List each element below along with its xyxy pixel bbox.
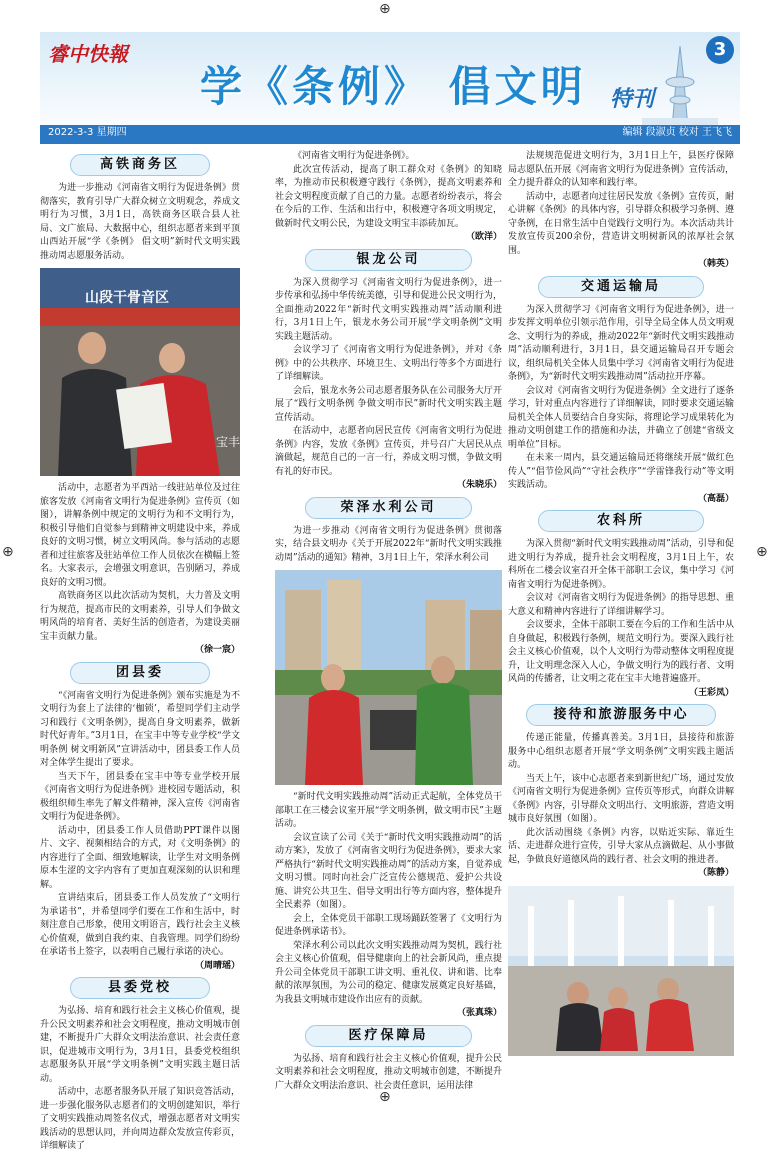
paragraph: 为弘扬、培育和践行社会主义核心价值观，提升公民文明素养和社会文明程度，推动文明城市创建，不断提升广大群众文明法治意识、社会责任意识，运用法律 [275, 1053, 502, 1091]
author: （朱晓乐） [456, 480, 502, 490]
paragraph: “《河南省文明行为促进条例》颁布实施是为不文明行为套上了法律的‘枷锁’，希望同学们主动学习和践行《文明条例》，提高自身文明素养，做新时代好青年。”3月1日，在宝丰中等专业学校“学文明条例 树文明新风”宣讲活动中，团县委工作人员对全体学生提出了要求。 [40, 690, 240, 768]
photo-rongze-volunteers [275, 570, 502, 785]
paragraph: 活动中，团县委工作人员借助PPT课件以图片、文字、视频相结合的方式，对《文明条例》的内容进行了全面、细致地解读，让学生对文明条例原本生涩的文字内容有了更加直观深刻的认识和理解。 [40, 825, 240, 890]
author: （欧洋） [465, 232, 502, 242]
paragraph: 会上，全体党员干部职工现场踊跃签署了《文明行为促进条例承诺书》。 [275, 913, 502, 937]
section-header-tuanxianwei: 团县委 [70, 662, 210, 684]
paragraph: 在未来一周内，县交通运输局还将继续开展“做红色传人”“倡节俭风尚”“守社会秩序”“学雷锋我行动”等文明实践活动。 [508, 453, 734, 490]
paragraph: 高铁商务区以此次活动为契机，大力普及文明行为规范，提高市民的文明素养，引导人们争做文明风尚的培育者、美好生活的创造者，为建设美丽宝丰贡献力量。 [40, 591, 240, 642]
section-header-dangxiao: 县委党校 [70, 977, 210, 999]
photo-station-sign: 山段干骨音区 [85, 290, 169, 306]
paragraph: 为进一步推动《河南省文明行为促进条例》贯彻落实，结合县文明办《关于开展2022年“新时代文明实践推动周”活动的通知》精神，3月1日上午，荣泽水利公司 [275, 525, 502, 563]
photo-square-volunteers [508, 886, 734, 1056]
paragraph: 为深入贯彻学习《河南省文明行为促进条例》，进一步传承和弘扬中华传统美德，引导和促进公民文明行为，全面推动2022年“新时代文明实践推动周”活动顺利进行，3月1日上午，银龙水务公司开展“学文明条例”文明实践主题活动。 [275, 277, 502, 342]
photo-watermark: 宝丰 [216, 435, 241, 449]
column-left [40, 150, 240, 1154]
paragraph: 传递正能量，传播真善美。3月1日，县接待和旅游服务中心组织志愿者开展“学文明条例”文明实践主题活动。 [508, 733, 734, 770]
page-number-badge: 3 [706, 36, 734, 64]
special-edition-label: 特刊 [610, 86, 655, 112]
section-header-jiaotong: 交通运输局 [538, 276, 704, 298]
paragraph: 为深入贯彻“新时代文明实践推动周”活动，引导和促进文明行为养成，提升社会文明程度，3月1日上午，农科所在二楼会议室召开全体干部职工会议，集中学习《河南省文明行为促进条例》。 [508, 539, 734, 590]
paragraph: 活动中，志愿者向过往居民发放《条例》宣传页，耐心讲解《条例》的具体内容，引导群众积极学习条例、遵守条例，在日常生活中自觉践行文明行为。本次活动共计发放宣传页200余份，营造讲文明树新风的浓厚社会氛围。 [508, 191, 734, 256]
paragraph: 会议要求，全体干部职工要在今后的工作和生活中从自身做起，积极践行条例，规范文明行为。要深入践行社会主义核心价值观，以个人文明行为带动整体文明程度提升，让文明理念深入人心，争做文明行为的践行者、文明风尚的传播者，让文明之花在宝丰大地普遍盛开。 [508, 620, 734, 684]
paragraph: 《河南省文明行为促进条例》。 [293, 151, 415, 161]
date-bar [40, 125, 740, 141]
paragraph: 此次活动围绕《条例》内容，以贴近实际、靠近生活、走进群众进行宣传，引导大家从点滴做起、从小事做起，争做良好道德风尚的践行者、社会文明的推进者。 [508, 827, 734, 865]
paragraph: 会后，银龙水务公司志愿者服务队在公司服务大厅开展了“践行文明条例 争做文明市民”新时代文明实践主题宣传活动。 [275, 385, 502, 423]
paragraph: 会议宣读了公司《关于“新时代文明实践推动周”的活动方案》，发放了《河南省文明行为促进条例》，要求大家严格执行“新时代文明实践推动周”的活动方案，自觉养成文明习惯。同时向社会广泛宣传公德规范、爱护公共设施、讲究公共卫生、倡导文明出行等方面内容，整体提升全民素养（如图）。 [275, 832, 502, 910]
registration-mark-left: ⊕ [2, 544, 14, 560]
section-header-yinlong: 银龙公司 [305, 249, 472, 271]
section-header-gaotie: 高铁商务区 [70, 154, 210, 176]
paragraph: 此次宣传活动，提高了职工群众对《条例》的知晓率，为推动市民积极遵守践行《条例》，提高文明素养和社会文明程度贡献了自己的力量。志愿者纷纷表示，将会在今后的工作、生活和出行中，积极遵守各项文明规定，做新时代文明公民，为建设文明宝丰添砖加瓦。 [275, 164, 502, 229]
paragraph: “新时代文明实践推动周”活动正式起航，全体党员干部职工在三楼会议室开展“学文明条例，做文明市民”主题活动。 [275, 792, 502, 829]
masthead [40, 32, 740, 144]
paragraph: 当天下午，团县委在宝丰中等专业学校开展《河南省文明行为促进条例》进校园专题活动，积极组织师生率先了解文件精神，深入宣传《河南省文明行为促进条例》。 [40, 771, 240, 822]
section-header-nongkesuo: 农科所 [538, 510, 704, 532]
section-header-rongze: 荣泽水利公司 [305, 497, 472, 519]
registration-mark-right: ⊕ [756, 544, 768, 560]
paragraph: 会议对《河南省文明行为促进条例》全文进行了逐条学习，针对重点内容进行了详细解读，同时要求交通运输局机关全体人员要结合自身实际，将理论学习成果转化为推动文明创建工作的措施和办法，并确立了创建“省级文明单位”目标。 [508, 385, 734, 450]
page-title: 学《条例》 倡文明 [200, 62, 587, 111]
paragraph: 为进一步推动《河南省文明行为促进条例》贯彻落实，教育引导广大群众树立文明观念，养成文明行为习惯，3月1日，高铁商务区联合县人社局、文广旅局、大数据中心，组织志愿者来到平顶山西站开展“学《条例》 倡文明”新时代文明实践推动周志愿服务活动。 [40, 183, 240, 261]
author: （王彩凤） [688, 687, 734, 698]
paragraph: 为深入贯彻学习《河南省文明行为促进条例》，进一步发挥文明单位引领示范作用，引导全局全体人员文明观念、文明行为的养成，推动2022年“新时代文明实践推动周”活动顺利进行，3月1日，县交通运输局召开专题会议，组织局机关全体人员集中学习《河南省文明行为促进条例》，为“新时代文明实践推动周”活动拉开序幕。 [508, 304, 734, 382]
paragraph: 会议学习了《河南省文明行为促进条例》，并对《条例》中的公共秩序、环境卫生、文明出行等多个方面进行了详细解读。 [275, 345, 502, 382]
paragraph: 宣讲结束后，团县委工作人员发放了“文明行为承诺书”，并希望同学们要在工作和生活中，时刻注意自己形象，使用文明语言，践行社会主义核心价值观，做到自我约束、自我管理。同学们纷纷在承诺书上签字，以表明自己履行承诺的决心。 [40, 893, 240, 957]
paragraph: 当天上午，该中心志愿者来到新世纪广场，通过发放《河南省文明行为促进条例》宣传页等形式，向群众讲解《条例》内容，引导群众文明出行、文明旅游，营造文明城市良好氛围（如图）。 [508, 773, 734, 824]
paragraph: 为弘扬、培育和践行社会主义核心价值观，提升公民文明素养和社会文明程度，推动文明城市创建，不断提升广大群众文明法治意识、社会责任意识，促进城市文明行为，3月1日，县委党校组织志愿服务队开展“学文明条例”文明实践主题日活动。 [40, 1006, 240, 1084]
paragraph: 在活动中，志愿者向居民宣传《河南省文明行为促进条例》内容，发放《条例》宣传页，并号召广大居民从点滴做起，规范自己的一言一行，养成文明习惯，争做文明有礼的好市民。 [275, 426, 502, 477]
author: （韩英） [697, 259, 734, 269]
author: （周晴瑶） [194, 960, 240, 971]
author: （张真珠） [456, 1008, 502, 1018]
registration-mark-top: ⊕ [379, 1, 391, 17]
paragraph: 会议对《河南省文明行为促进条例》的指导思想、重大意义和精神内容进行了详细讲解学习。 [508, 593, 734, 617]
paragraph: 活动中，志愿者服务队开展了知识竞答活动，进一步强化服务队志愿者们的文明创建知识，举行了文明实践推动周签名仪式，增强志愿者对文明实践活动的思想认同，并向周边群众发放宣传彩页，详细解读了 [40, 1087, 240, 1151]
registration-mark-bottom: ⊕ [379, 1089, 391, 1105]
section-header-jiedai: 接待和旅游服务中心 [526, 704, 716, 726]
section-header-yibao: 医疗保障局 [305, 1025, 472, 1047]
column-right [508, 150, 734, 1062]
author: （徐一宸） [194, 645, 240, 655]
editor-credits: 编辑 段淑贞 校对 王飞飞 [622, 127, 732, 138]
paragraph: 荣泽水利公司以此次文明实践推动周为契机，践行社会主义核心价值观，倡导健康向上的社会新风尚，重点提升公司全体党员干部职工讲文明、重礼仪、讲和谐、比奉献的浓厚氛围，为公司的稳定、健康发展奠定良好基础，为我县文明城市建设作出应有的贡献。 [275, 940, 502, 1005]
photo-station-volunteers [40, 268, 240, 476]
paragraph: 法规规范促进文明行为，3月1日上午，县医疗保障局志愿队伍开展《河南省文明行为促进条例》宣传活动，全力提升群众的认知率和践行率。 [508, 151, 734, 188]
column-middle [275, 150, 502, 1093]
newspaper-logo: 睿中快報 [48, 42, 128, 66]
issue-date: 2022-3-3 星期四 [48, 127, 127, 138]
paragraph: 活动中，志愿者为平西站一线驻站单位及过往旅客发放《河南省文明行为促进条例》宣传页（如图），讲解条例中规定的文明行为和不文明行为，积极引导他们自觉参与到精神文明建设中来，养成良好的文明习惯，树立文明风尚。参与活动的志愿者和过往旅客及驻站单位工作人员依次在横幅上签名。大家表示，会增强文明意识，告别陋习，养成良好的文明习惯。 [40, 483, 240, 588]
author: （陈静） [697, 868, 734, 878]
author: （高磊） [697, 493, 734, 504]
